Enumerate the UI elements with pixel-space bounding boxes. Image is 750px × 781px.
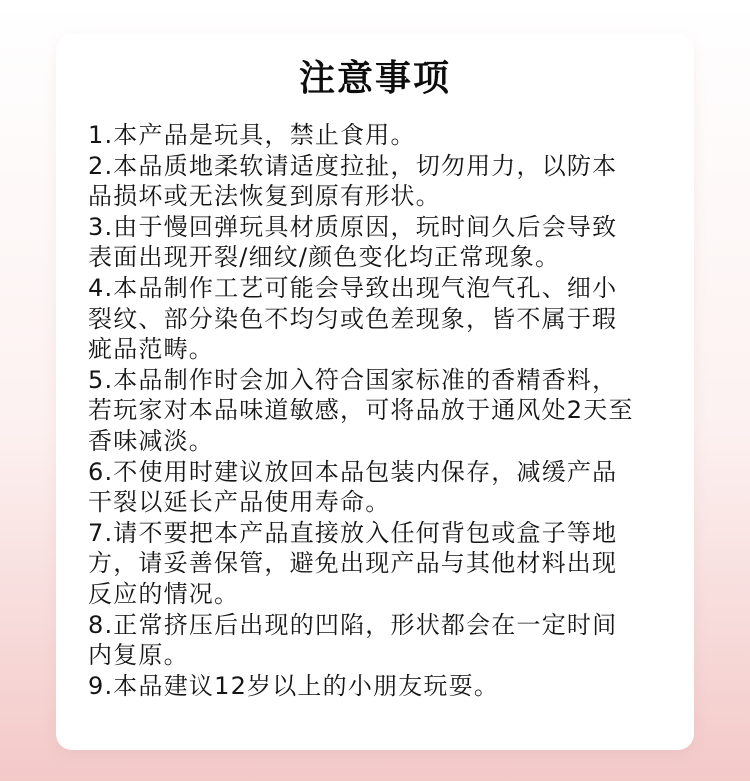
- notes-list: [88, 120, 688, 701]
- note-line: 3.由于慢回弹玩具材质原因，玩时间久后会导致: [88, 212, 618, 241]
- note-line: 品损坏或无法恢复到原有形状。: [88, 182, 441, 211]
- note-line: 6.不使用时建议放回本品包装内保存，减缓产品: [88, 457, 618, 486]
- note-line: 表面出现开裂/细纹/颜色变化均正常现象。: [88, 243, 561, 272]
- note-line: 1.本产品是玩具，禁止食用。: [88, 121, 416, 149]
- note-line: 9.本品建议12岁以上的小朋友玩耍。: [88, 671, 500, 700]
- note-line: 内复原。: [88, 641, 189, 670]
- note-line: 疵品范畴。: [88, 335, 214, 364]
- note-line: 反应的情况。: [88, 579, 240, 608]
- note-line: 7.请不要把本产品直接放入任何背包或盒子等地: [88, 518, 618, 547]
- note-line: 干裂以延长产品使用寿命。: [88, 488, 391, 517]
- page-title: 注意事项: [298, 58, 451, 99]
- note-line: 裂纹、部分染色不均匀或色差现象，皆不属于瑕: [88, 304, 618, 333]
- note-line: 8.正常挤压后出现的凹陷，形状都会在一定时间: [88, 610, 618, 639]
- note-line: 2.本品质地柔软请适度拉扯，切勿用力，以防本: [88, 151, 618, 180]
- note-line: 方，请妥善保管，避免出现产品与其他材料出现: [88, 549, 618, 578]
- note-line: 若玩家对本品味道敏感，可将品放于通风处2天至: [88, 396, 634, 425]
- note-line: 5.本品制作时会加入符合国家标准的香精香料，: [88, 365, 618, 394]
- note-line: 香味减淡。: [88, 426, 214, 455]
- note-line: 4.本品制作工艺可能会导致出现气泡气孔、细小: [88, 273, 618, 302]
